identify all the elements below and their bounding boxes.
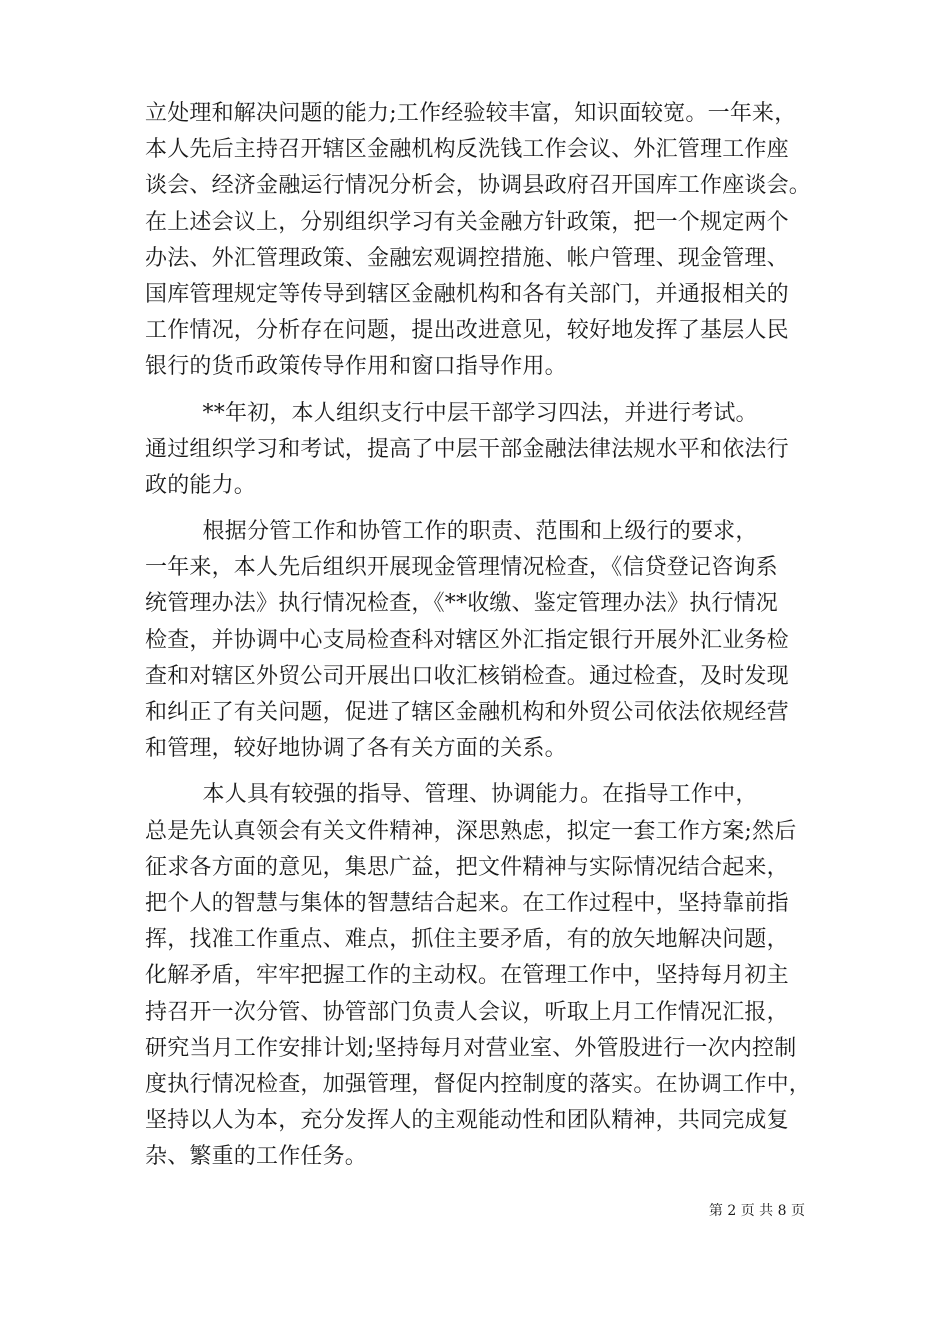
text-line: 立处理和解决问题的能力;工作经验较丰富，知识面较宽。一年来， [145,101,797,126]
text-line: 政的能力。 [145,472,257,498]
text-line: 统管理办法》执行情况检查，《**收缴、鉴定管理办法》执行情况 [145,591,779,617]
page-number-footer: 第 2 页 共 8 页 [708,1203,805,1219]
text-line: 和管理，较好地协调了各有关方面的关系。 [145,736,567,762]
paragraph-gap [145,767,845,777]
text-line: 征求各方面的意见，集思广益，把文件精神与实际情况结合起来， [145,854,789,880]
text-line: 挥，找准工作重点、难点，抓住主要矛盾，有的放矢地解决问题， [145,927,789,953]
text-line: 工作情况，分析存在问题，提出改进意见，较好地发挥了基层人民 [145,318,789,344]
text-line: 查和对辖区外贸公司开展出口收汇核销检查。通过检查，及时发现 [145,663,789,689]
paragraph-gap [145,386,845,396]
text-line: **年初，本人组织支行中层干部学习四法，并进行考试。 [145,400,758,426]
text-line: 在上述会议上，分别组织学习有关金融方针政策，把一个规定两个 [145,209,789,235]
text-line: 研究当月工作安排计划;坚持每月对营业室、外管股进行一次内控制 [145,1035,797,1061]
text-line: 本人具有较强的指导、管理、协调能力。在指导工作中， [145,782,758,808]
paragraph-2 [145,396,845,505]
text-line: 银行的货币政策传导作用和窗口指导作用。 [145,354,567,380]
text-line: 化解矛盾，牢牢把握工作的主动权。在管理工作中，坚持每月初主 [145,963,789,989]
text-line: 办法、外汇管理政策、金融宏观调控措施、帐户管理、现金管理、 [145,245,789,271]
text-line: 把个人的智慧与集体的智慧结合起来。在工作过程中，坚持靠前指 [145,890,789,916]
text-line: 和纠正了有关问题，促进了辖区金融机构和外贸公司依法依规经营 [145,700,789,725]
paragraph-gap [145,504,845,514]
text-line: 谈会、经济金融运行情况分析会，协调县政府召开国库工作座谈会。 [145,173,812,199]
paragraph-4 [145,777,845,1175]
paragraph-3 [145,514,845,767]
text-line: 根据分管工作和协管工作的职责、范围和上级行的要求， [145,519,758,545]
text-line: 杂、繁重的工作任务。 [145,1144,368,1170]
text-line: 一年来，本人先后组织开展现金管理情况检查，《信贷登记咨询系 [145,555,778,581]
document-body [145,96,845,1175]
text-line: 国库管理规定等传导到辖区金融机构和各有关部门，并通报相关的 [145,281,789,307]
text-line: 度执行情况检查，加强管理，督促内控制度的落实。在协调工作中， [145,1071,812,1097]
text-line: 持召开一次分管、协管部门负责人会议，听取上月工作情况汇报， [145,999,789,1025]
paragraph-1 [145,96,845,386]
text-line: 本人先后主持召开辖区金融机构反洗钱工作会议、外汇管理工作座 [145,137,789,163]
text-line: 检查，并协调中心支局检查科对辖区外汇指定银行开展外汇业务检 [145,627,789,653]
text-line: 通过组织学习和考试，提高了中层干部金融法律法规水平和依法行 [145,436,789,462]
text-line: 总是先认真领会有关文件精神，深思熟虑，拟定一套工作方案;然后 [145,818,797,844]
text-line: 坚持以人为本，充分发挥人的主观能动性和团队精神，共同完成复 [145,1108,789,1134]
